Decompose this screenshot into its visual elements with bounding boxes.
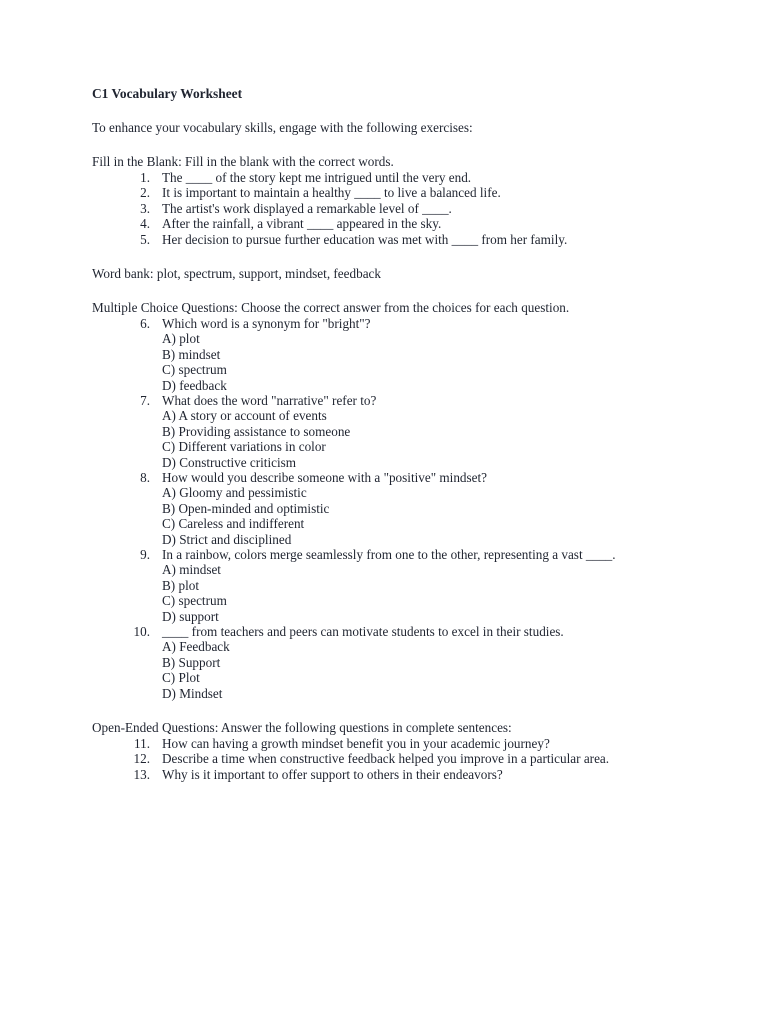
answer-option: C) Different variations in color (162, 439, 326, 455)
word-bank: Word bank: plot, spectrum, support, mindset, feedback (92, 266, 381, 281)
question-text: In a rainbow, colors merge seamlessly from one to the other, representing a vast ____. (162, 547, 616, 562)
intro-text: To enhance your vocabulary skills, engage with the following exercises: (92, 120, 473, 135)
fill-blank-item: After the rainfall, a vibrant ____ appeared in the sky. (162, 216, 442, 232)
answer-option: D) Mindset (162, 685, 223, 701)
open-ended-heading: Open-Ended Questions: Answer the following questions in complete sentences: (92, 720, 512, 735)
fill-blank-heading: Fill in the Blank: Fill in the blank with the correct words. (92, 154, 394, 169)
answer-option: B) Support (162, 654, 221, 670)
fill-blank-item: It is important to maintain a healthy ____ to live a balanced life. (162, 185, 501, 201)
answer-option: D) Constructive criticism (162, 454, 297, 470)
answer-option: C) Plot (162, 670, 200, 686)
answer-option: B) plot (162, 577, 199, 593)
item-number: 9. (140, 547, 150, 562)
answer-option: A) plot (162, 331, 200, 347)
answer-option: A) mindset (162, 562, 221, 578)
answer-option: D) support (162, 608, 219, 624)
page-title: C1 Vocabulary Worksheet (92, 86, 243, 101)
item-number: 2. (140, 185, 150, 201)
multiple-choice-heading: Multiple Choice Questions: Choose the correct answer from the choices for each question. (92, 300, 570, 315)
fill-blank-item: The ____ of the story kept me intrigued until the very end. (162, 170, 472, 185)
answer-option: C) spectrum (162, 593, 227, 609)
answer-option: D) Strict and disciplined (162, 531, 292, 547)
open-ended-item: How can having a growth mindset benefit you in your academic journey? (162, 736, 550, 751)
answer-option: A) A story or account of events (162, 408, 327, 424)
item-number: 8. (140, 470, 150, 485)
answer-option: C) Careless and indifferent (162, 516, 305, 532)
answer-option: A) Gloomy and pessimistic (162, 485, 307, 501)
item-number: 6. (140, 316, 150, 331)
open-ended-item: Why is it important to offer support to others in their endeavors? (162, 766, 503, 782)
item-number: 11. (134, 736, 150, 751)
open-ended-item: Describe a time when constructive feedback helped you improve in a particular area. (162, 751, 610, 767)
item-number: 12. (133, 751, 150, 767)
item-number: 1. (140, 170, 150, 185)
item-number: 7. (140, 393, 150, 408)
item-number: 3. (140, 200, 150, 216)
answer-option: B) Providing assistance to someone (162, 423, 351, 439)
item-number: 5. (140, 231, 150, 247)
question-text: ____ from teachers and peers can motivate students to excel in their studies. (162, 624, 564, 639)
question-text: What does the word "narrative" refer to? (162, 393, 377, 408)
item-number: 4. (140, 216, 150, 232)
item-number: 10. (133, 624, 150, 639)
fill-blank-item: The artist's work displayed a remarkable level of ____. (162, 200, 452, 216)
question-text: Which word is a synonym for "bright"? (162, 316, 371, 331)
question-text: How would you describe someone with a "positive" mindset? (162, 470, 488, 485)
item-number: 13. (133, 766, 150, 782)
answer-option: B) Open-minded and optimistic (162, 500, 330, 516)
answer-option: C) spectrum (162, 362, 227, 378)
answer-option: D) feedback (162, 377, 227, 393)
fill-blank-item: Her decision to pursue further education was met with ____ from her family. (162, 231, 568, 247)
answer-option: B) mindset (162, 346, 221, 362)
answer-option: A) Feedback (162, 639, 230, 655)
